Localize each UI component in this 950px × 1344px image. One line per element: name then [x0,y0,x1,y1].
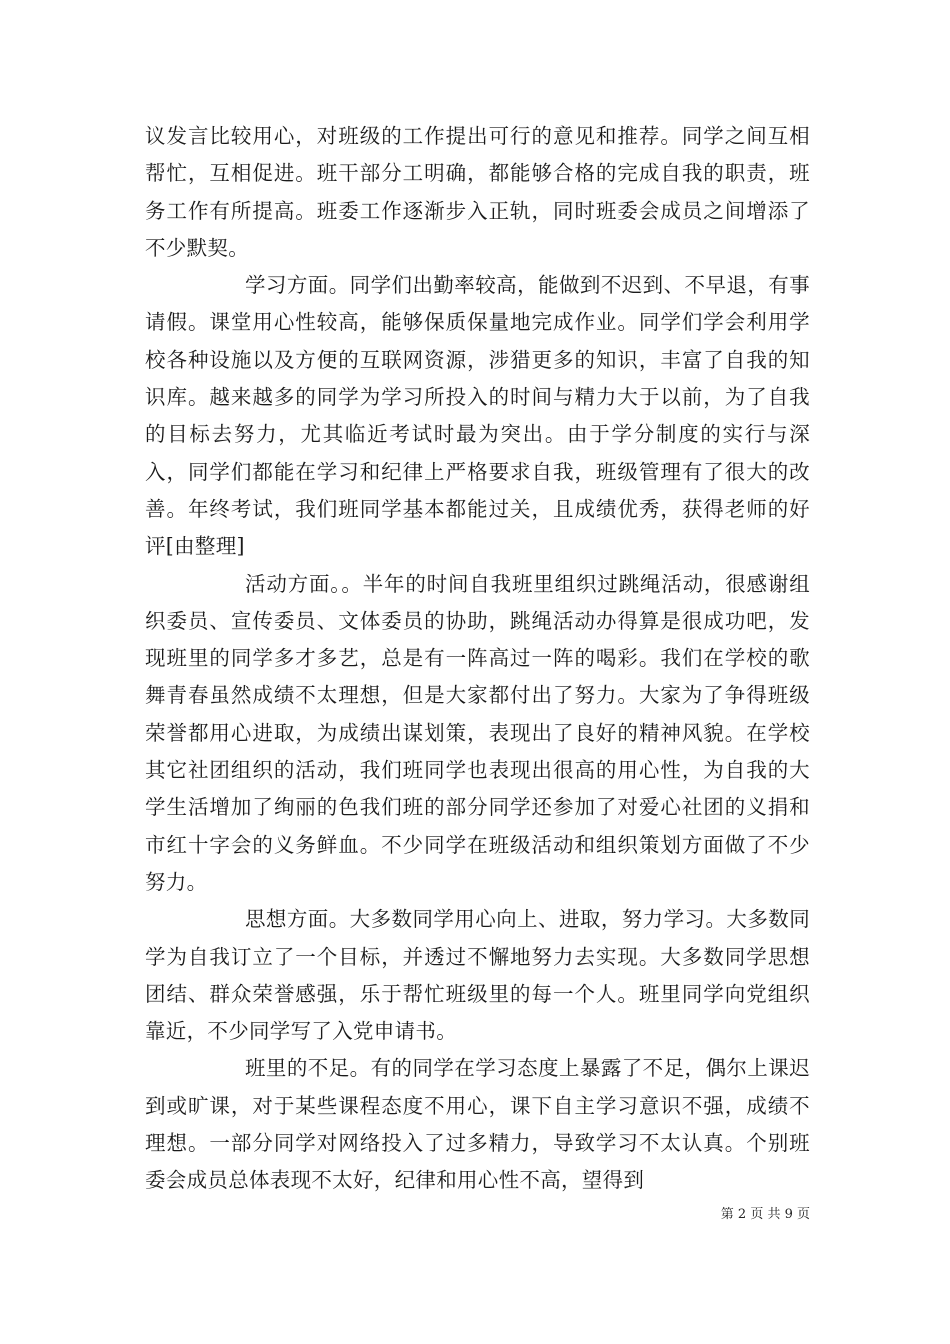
paragraph-thought: 思想方面。大多数同学用心向上、进取，努力学习。大多数同学为自我订立了一个目标，并透过不懈地努力去实现。大多数同学思想团结、群众荣誉感强，乐于帮忙班级里的每一个人。班里同学向党组织靠近，不少同学写了入党申请书。 [145,907,810,1044]
paragraph-continuation: 议发言比较用心，对班级的工作提出可行的意见和推荐。同学之间互相帮忙，互相促进。班干部分工明确，都能够合格的完成自我的职责，班务工作有所提高。班委工作逐渐步入正轨，同时班委会成员之间增添了不少默契。 [145,124,810,260]
paragraph-activities: 活动方面。。半年的时间自我班里组织过跳绳活动，很感谢组织委员、宣传委员、文体委员的协助，跳绳活动办得算是很成功吧，发现班里的同学多才多艺，总是有一阵高过一阵的喝彩。我们在学校的歌舞青春虽然成绩不太理想，但是大家都付出了努力。大家为了争得班级荣誉都用心进取，为成绩出谋划策，表现出了良好的精神风貌。在学校其它社团组织的活动，我们班同学也表现出很高的用心性，为自我的大学生活增加了绚丽的色我们班的部分同学还参加了对爱心社团的义捐和市红十字会的义务鲜血。不少同学在班级活动和组织策划方面做了不少努力。 [145,571,810,894]
paragraph-shortcomings: 班里的不足。有的同学在学习态度上暴露了不足，偶尔上课迟到或旷课，对于某些课程态度不用心，课下自主学习意识不强，成绩不理想。一部分同学对网络投入了过多精力，导致学习不太认真。个别班委会成员总体表现不太好，纪律和用心性不高，望得到 [145,1056,810,1193]
paragraph-study: 学习方面。同学们出勤率较高，能做到不迟到、不早退，有事请假。课堂用心性较高，能够保质保量地完成作业。同学们学会利用学校各种设施以及方便的互联网资源，涉猎更多的知识，丰富了自我的知识库。越来越多的同学为学习所投入的时间与精力大于以前，为了自我的目标去努力，尤其临近考试时最为突出。由于学分制度的实行与深入，同学们都能在学习和纪律上严格要求自我，班级管理有了很大的改善。年终考试，我们班同学基本都能过关，且成绩优秀，获得老师的好评[由整理] [145,273,810,559]
document-body [145,118,810,1200]
page-number: 第 2 页 共 9 页 [720,1207,810,1222]
